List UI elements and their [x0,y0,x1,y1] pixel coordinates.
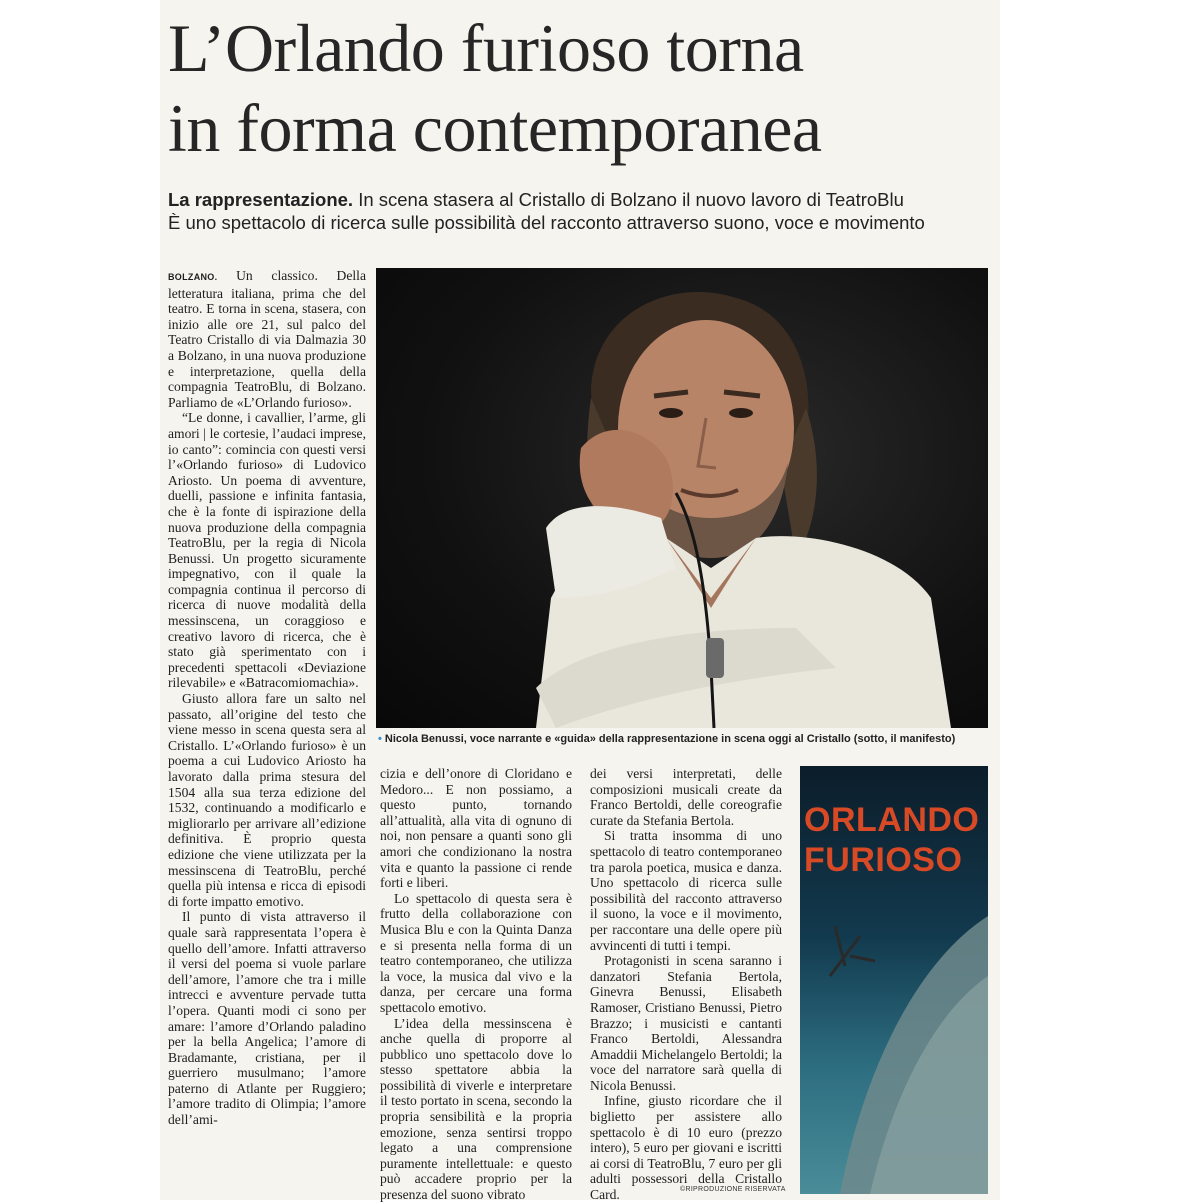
poster-title [804,800,979,880]
article-column-1 [168,268,366,1200]
paragraph: “Le donne, i cavallier, l’arme, gli amori | le cortesie, l’audaci imprese, io canto”: comincia con questi versi l’«Orlando furioso» di Ludovico Ariosto. Un poema di avventure, duelli, passione e infinita fantasia, che è la fonte di ispirazione della nuova produzione della compagnia TeatroBlu, per la regia di Nicola Benussi. Un progetto sicuramente impegnativo, con il quale la compagnia continua il percorso di ricerca di nuove modalità della messinscena, un coraggioso e creativo lavoro di ricerca, che è stato già sperimentato con i precedenti spettacoli «Deviazione rilevabile» e «Batracomiomachia». [168,410,366,691]
paragraph: cizia e dell’onore di Cloridano e Medoro... E non possiamo, a questo punto, tornando all’attualità, alla vita di ognuno di noi, non pensare a quanti sono gli amori che condizionano la nostra vita e quanto la passione ci rende forti e liberi. [380,766,572,891]
kicker: La rappresentazione. [168,189,354,210]
copyright-notice: ©RIPRODUZIONE RISERVATA [680,1186,786,1193]
newspaper-page [160,0,1000,1203]
caption-bullet: • [378,733,382,745]
paragraph [168,268,366,410]
article-column-2 [380,766,572,1203]
poster-image [800,766,988,1194]
subheadline-line-1-text: In scena stasera al Cristallo di Bolzano il nuovo lavoro di TeatroBlu [353,189,904,210]
paragraph: Lo spettacolo di questa sera è frutto della collaborazione con Musica Blu e con la Quinta Danza e si presenta nella forma di un teatro contemporaneo, che utilizza la voce, la musica dal vivo e la danza, per cercare una forma spettacolo emotivo. [380,890,572,1015]
subheadline-line-1 [168,188,998,211]
subheadline-line-2: È uno spettacolo di ricerca sulle possibilità del racconto attraverso suono, voce e movimento [168,212,925,233]
paragraph: L’idea della messinscena è anche quella di proporre al pubblico uno spettacolo dove lo stesso spettatore abbia la possibilità di viverle e interpretare il testo portato in scena, secondo la propria sensibilità e la propria emozione, senza sentirsi troppo legato a una comprensione puramente intellettuale: e questo può accadere proprio per la presenza del suono vibrato [380,1015,572,1203]
headline-line-2: in forma contemporanea [168,90,822,166]
paragraph: Protagonisti in scena saranno i danzatori Stefania Bertola, Ginevra Benussi, Elisabeth Ramoser, Cristiano Benussi, Pietro Brazzo; i musicisti e cantanti Franco Bertoldi, Alessandra Amaddii Michelangelo Bertoldi; la voce del narratore sarà quella di Nicola Benussi. [590,953,782,1093]
poster-title-line-1: ORLANDO [804,801,980,839]
paragraph: Si tratta insomma di uno spettacolo di teatro contemporaneo tra parola poetica, musica e danza. Uno spettacolo di ricerca sulle possibilità del racconto attraverso il suono, la voce e il movimento, per raccontare una delle opere più avvincenti di tutti i tempi. [590,828,782,953]
headline [168,8,998,168]
paragraph-text: Un classico. Della letteratura italiana, prima che del teatro. E torna in scena, stasera, con inizio alle ore 21, sul palco del Teatro Cristallo di via Dalmazia 30 a Bolzano, in una nuova produzione e interpretazione, quella della compagnia TeatroBlu, di Bolzano. Parliamo de «L’Orlando furioso». [168,268,366,410]
portrait-illustration [376,268,988,728]
paragraph: Infine, giusto ricordare che il biglietto per assistere allo spettacolo è di 10 euro (prezzo intero), 5 euro per giovani e iscritti ai corsi di TeatroBlu, 7 euro per gli adulti possessori della Cristallo Card. [590,1093,782,1203]
paragraph: Il punto di vista attraverso il quale sarà rappresentata l’opera è quello dell’amore. Infatti attraverso il versi del poema si vuole parlare dell’amore, l’amore che tra i mille intrecci e avventure pervade tutta l’opera. Quanti modi ci sono per amare: l’amore d’Orlando paladino per la bella Angelica; l’amore di Bradamante, cristiana, per il guerriero musulmano; l’amore paterno di Atlante per Ruggiero; l’amore tradito di Olimpia; l’amore dell’ami- [168,909,366,1128]
paragraph: dei versi interpretati, delle composizioni musicali create da Franco Bertoldi, delle coreografie curate da Stefania Bertola. [590,766,782,828]
photo-caption [378,733,990,745]
subheadline [168,188,998,234]
portrait-photo [376,268,988,728]
caption-text: Nicola Benussi, voce narrante e «guida» della rappresentazione in scena oggi al Cristallo (sotto, il manifesto) [384,733,956,745]
paragraph: Giusto allora fare un salto nel passato, all’origine del testo che viene messo in scena questa sera al Cristallo. L’«Orlando furioso» è un poema a cui Ludovico Ariosto ha lavorato dalla prima stesura del 1504 alla sua terza edizione del 1532, continuando a modificarlo e migliorarlo per arrivare all’edizione definitiva. È proprio questa edizione che viene utilizzata per la messinscena di TeatroBlu, perché quella più intensa e ricca di episodi di forte impatto emotivo. [168,691,366,909]
dateline: BOLZANO. [168,272,218,282]
poster-title-line-2: FURIOSO [804,841,963,879]
headline-line-1: L’Orlando furioso torna [168,10,804,86]
